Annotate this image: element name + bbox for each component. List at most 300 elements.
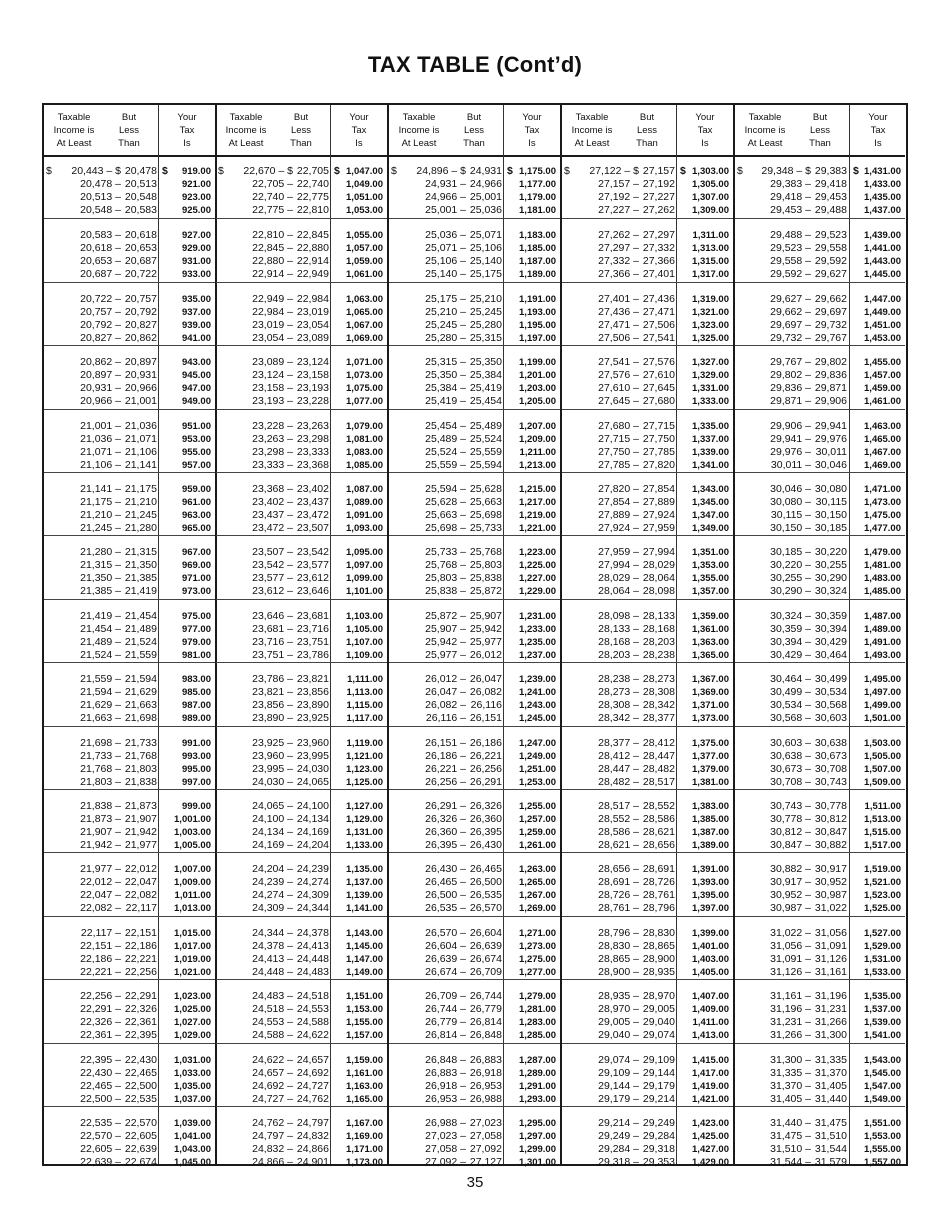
table-row — [735, 178, 905, 191]
tax-amount: 1,175.00 — [519, 166, 556, 177]
tax-amount: 1,053.00 — [346, 205, 383, 216]
but-less-than: 27,366 — [642, 255, 675, 268]
table-row — [44, 1093, 215, 1106]
but-less-than: 23,995 — [296, 749, 329, 762]
tax-amount: 1,327.00 — [692, 357, 729, 369]
table-row — [216, 459, 387, 472]
table-row — [735, 572, 905, 585]
tax-amount: 1,091.00 — [346, 510, 383, 521]
table-row — [562, 1093, 733, 1106]
income-at-least: 26,186 – — [425, 749, 466, 762]
tax-amount: 1,081.00 — [346, 433, 383, 445]
income-at-least: 23,298 – — [252, 445, 293, 458]
table-row — [389, 876, 560, 889]
table-row — [216, 319, 387, 332]
table-row — [389, 255, 560, 268]
income-at-least: 21,036 – — [80, 432, 121, 445]
but-less-than: 22,221 — [124, 952, 157, 965]
but-less-than: 24,448 — [296, 952, 329, 965]
table-row — [735, 459, 905, 472]
table-row — [562, 966, 733, 979]
income-at-least: 27,506 – — [598, 331, 639, 344]
tax-amount: 1,309.00 — [692, 205, 729, 216]
income-at-least: 24,169 – — [252, 839, 293, 851]
tax-amount: 987.00 — [181, 700, 211, 712]
table-row — [735, 990, 905, 1003]
tax-amount: 1,285.00 — [519, 1030, 556, 1042]
tax-amount: 1,557.00 — [864, 1157, 901, 1168]
tax-amount: 1,483.00 — [864, 573, 901, 585]
but-less-than: 29,040 — [642, 1016, 675, 1029]
bracket-group — [389, 1106, 560, 1175]
tax-amount: 1,025.00 — [174, 1004, 211, 1016]
income-at-least: 23,995 – — [252, 762, 293, 775]
tax-amount: 1,181.00 — [519, 205, 556, 216]
table-row — [735, 686, 905, 699]
tax-amount: 1,293.00 — [519, 1093, 556, 1105]
income-at-least: 21,629 – — [80, 699, 121, 712]
but-less-than: 22,810 — [296, 204, 329, 216]
income-at-least: 31,091 – — [770, 952, 811, 965]
table-row — [562, 839, 733, 852]
table-row — [216, 902, 387, 915]
but-less-than: 25,350 — [469, 356, 502, 369]
but-less-than: 24,483 — [296, 965, 329, 978]
tax-amount: 991.00 — [181, 737, 211, 749]
table-row — [562, 572, 733, 585]
column-header — [562, 105, 733, 157]
tax-amount: 1,363.00 — [692, 636, 729, 648]
tax-amount: 1,011.00 — [174, 890, 211, 902]
table-row — [44, 459, 215, 472]
table-row — [562, 382, 733, 395]
table-row — [216, 522, 387, 535]
but-less-than: 25,036 — [469, 204, 502, 216]
table-row — [389, 1093, 560, 1106]
but-less-than: 25,803 — [469, 559, 502, 572]
tax-amount: 1,201.00 — [519, 370, 556, 382]
tax-amount: 1,399.00 — [692, 927, 729, 939]
income-at-least: 24,762 – — [252, 1117, 293, 1129]
tax-amount: 1,297.00 — [519, 1131, 556, 1142]
income-at-least: 27,785 – — [598, 458, 639, 471]
tax-amount: 1,395.00 — [692, 890, 729, 902]
income-at-least: 24,896 – $ — [416, 165, 466, 177]
income-at-least: 23,054 – — [252, 331, 293, 344]
but-less-than: 22,361 — [124, 1016, 157, 1029]
but-less-than: 20,862 — [124, 331, 157, 344]
but-less-than: 21,559 — [124, 648, 157, 661]
but-less-than: 28,064 — [642, 572, 675, 585]
tax-amount: 1,167.00 — [346, 1118, 383, 1129]
table-row — [735, 204, 905, 217]
bracket-group — [562, 1043, 733, 1112]
income-at-least: 21,733 – — [80, 749, 121, 762]
but-less-than: 30,534 — [814, 686, 847, 699]
income-at-least: 28,865 – — [598, 952, 639, 965]
income-at-least: 24,378 – — [252, 939, 293, 952]
but-less-than: 21,803 — [124, 762, 157, 775]
but-less-than: 23,193 — [296, 382, 329, 395]
tax-amount: 1,171.00 — [346, 1144, 383, 1155]
bracket-group — [216, 916, 387, 985]
but-less-than: 22,326 — [124, 1003, 157, 1016]
table-row — [389, 356, 560, 369]
but-less-than: 23,925 — [296, 712, 329, 725]
income-at-least: 21,698 – — [80, 736, 121, 749]
table-row — [562, 1003, 733, 1016]
but-less-than: 30,394 — [814, 622, 847, 635]
bracket-group — [216, 218, 387, 287]
table-row — [44, 1156, 215, 1169]
tax-amount: 1,075.00 — [346, 383, 383, 395]
but-less-than: 25,071 — [469, 229, 502, 242]
table-row — [562, 395, 733, 408]
tax-amount: 1,159.00 — [346, 1054, 383, 1066]
income-at-least: 23,193 – — [252, 395, 293, 408]
income-at-least: 30,568 – — [770, 712, 811, 725]
table-row — [389, 1003, 560, 1016]
table-row — [44, 1054, 215, 1067]
table-row — [735, 496, 905, 509]
but-less-than: 28,377 — [642, 712, 675, 725]
tax-amount: 1,409.00 — [692, 1004, 729, 1016]
but-less-than: 22,570 — [124, 1117, 157, 1129]
table-row — [216, 546, 387, 559]
income-at-least: 23,612 – — [252, 585, 293, 598]
table-row — [735, 940, 905, 953]
but-less-than: 23,890 — [296, 699, 329, 712]
table-row — [216, 1156, 387, 1169]
but-less-than: 21,768 — [124, 749, 157, 762]
tax-amount: 1,375.00 — [692, 737, 729, 749]
table-row — [389, 165, 560, 178]
tax-amount: 1,339.00 — [692, 446, 729, 458]
tax-amount: 1,161.00 — [346, 1067, 383, 1079]
income-at-least: 27,645 – — [598, 395, 639, 408]
tax-amount: 1,195.00 — [519, 319, 556, 331]
income-at-least: 27,297 – — [598, 242, 639, 255]
table-row — [562, 863, 733, 876]
header-income-at-least: Taxable Income is At Least — [225, 112, 267, 149]
but-less-than: 23,263 — [296, 419, 329, 432]
tax-amount: 1,033.00 — [174, 1067, 211, 1079]
but-less-than: 26,570 — [469, 902, 502, 915]
income-at-least: 25,977 – — [425, 648, 466, 661]
but-less-than: 24,239 — [296, 863, 329, 876]
but-less-than: 27,959 — [642, 522, 675, 534]
but-less-than: 28,168 — [642, 622, 675, 635]
but-less-than: 30,150 — [814, 509, 847, 521]
but-less-than: 25,733 — [469, 522, 502, 534]
table-row — [44, 763, 215, 776]
income-at-least: 25,907 – — [425, 622, 466, 635]
but-less-than: 23,577 — [296, 559, 329, 572]
tax-amount: 1,177.00 — [519, 179, 556, 190]
bracket-group — [735, 979, 905, 1048]
table-row — [735, 649, 905, 662]
table-row — [389, 332, 560, 345]
tax-amount: 959.00 — [181, 484, 211, 495]
tax-amount: 971.00 — [181, 573, 211, 585]
but-less-than: 23,681 — [296, 609, 329, 622]
table-row — [562, 1130, 733, 1143]
tax-amount: 919.00 — [181, 166, 211, 177]
header-your-tax-is: Your Tax Is — [868, 112, 888, 149]
income-at-least: 30,499 – — [770, 686, 811, 699]
but-less-than: 26,883 — [469, 1053, 502, 1066]
bracket-group — [735, 1106, 905, 1175]
income-at-least: 25,594 – — [425, 483, 466, 495]
tax-amount: 1,021.00 — [174, 966, 211, 978]
income-at-least: 28,447 – — [598, 762, 639, 775]
tax-amount: 1,257.00 — [519, 814, 556, 825]
but-less-than: 30,673 — [814, 749, 847, 762]
but-less-than: 27,541 — [642, 331, 675, 344]
tax-amount: 1,029.00 — [174, 1030, 211, 1042]
table-row — [389, 966, 560, 979]
income-at-least: 26,883 – — [425, 1066, 466, 1079]
table-row — [44, 686, 215, 699]
income-at-least: 27,366 – — [598, 268, 639, 281]
table-row — [735, 636, 905, 649]
tax-amount: 1,203.00 — [519, 383, 556, 395]
tax-amount: 979.00 — [181, 636, 211, 648]
table-row — [216, 1117, 387, 1130]
table-row — [562, 763, 733, 776]
but-less-than: 29,179 — [642, 1079, 675, 1092]
income-at-least: 27,058 – — [425, 1143, 466, 1155]
table-row — [44, 332, 215, 345]
income-at-least: 26,256 – — [425, 775, 466, 788]
bracket-group — [44, 662, 215, 731]
tax-amount: 1,241.00 — [519, 687, 556, 699]
header-income-at-least: Taxable Income is At Least — [744, 112, 786, 149]
bracket-group — [389, 345, 560, 414]
but-less-than: 23,228 — [296, 395, 329, 408]
income-at-least: 29,383 – — [770, 178, 811, 190]
tax-amount: 1,431.00 — [864, 166, 901, 177]
income-at-least: 20,827 – — [80, 331, 121, 344]
table-row — [389, 204, 560, 217]
but-less-than: 27,924 — [642, 509, 675, 521]
tax-amount: 1,481.00 — [864, 560, 901, 572]
tax-amount: 983.00 — [181, 674, 211, 686]
bracket-group — [735, 726, 905, 795]
table-row — [735, 1080, 905, 1093]
but-less-than: 30,429 — [814, 635, 847, 648]
income-at-least: 26,326 – — [425, 813, 466, 825]
income-at-least: 30,847 – — [770, 839, 811, 851]
dollar-sign: $ — [737, 165, 743, 177]
table-row — [389, 522, 560, 535]
but-less-than: 31,091 — [814, 939, 847, 952]
income-at-least: 29,558 – — [770, 255, 811, 268]
income-at-least: 31,440 – — [770, 1117, 811, 1129]
header-your-tax-is: Your Tax Is — [177, 112, 197, 149]
but-less-than: 26,151 — [469, 712, 502, 725]
table-row — [735, 268, 905, 281]
table-row — [735, 699, 905, 712]
but-less-than: 24,065 — [296, 775, 329, 788]
income-at-least: 25,315 – — [425, 356, 466, 369]
but-less-than: 29,558 — [814, 242, 847, 255]
but-less-than: 30,952 — [814, 876, 847, 889]
tax-amount: 1,097.00 — [346, 560, 383, 572]
tax-amount: 1,049.00 — [346, 179, 383, 190]
income-at-least: 30,429 – — [770, 648, 811, 661]
tax-amount: 1,173.00 — [346, 1157, 383, 1168]
income-at-least: 28,168 – — [598, 635, 639, 648]
income-at-least: 29,144 – — [598, 1079, 639, 1092]
income-at-least: 23,751 – — [252, 648, 293, 661]
tax-amount: 1,353.00 — [692, 560, 729, 572]
but-less-than: 29,627 — [814, 268, 847, 281]
but-less-than: 24,966 — [469, 178, 502, 190]
bracket-group — [735, 409, 905, 478]
table-row — [44, 750, 215, 763]
header-but-less-than: But Less Than — [809, 112, 831, 149]
but-less-than: 27,023 — [469, 1117, 502, 1129]
tax-amount: 1,421.00 — [692, 1093, 729, 1105]
tax-amount: 1,235.00 — [519, 636, 556, 648]
but-less-than: 26,012 — [469, 648, 502, 661]
but-less-than: 28,865 — [642, 939, 675, 952]
tax-amount: 1,385.00 — [692, 814, 729, 825]
income-at-least: 24,274 – — [252, 889, 293, 902]
tax-amount: 1,467.00 — [864, 446, 901, 458]
table-row — [562, 649, 733, 662]
tax-amount: 1,233.00 — [519, 623, 556, 635]
income-at-least: 27,889 – — [598, 509, 639, 521]
table-row — [216, 1080, 387, 1093]
table-row — [44, 496, 215, 509]
bracket-group — [44, 155, 215, 223]
bracket-group — [216, 662, 387, 731]
but-less-than: 30,220 — [814, 546, 847, 559]
income-at-least: 27,262 – — [598, 229, 639, 242]
income-at-least: 31,475 – — [770, 1130, 811, 1142]
but-less-than: 24,692 — [296, 1066, 329, 1079]
tax-amount: 997.00 — [181, 776, 211, 788]
but-less-than: 25,663 — [469, 496, 502, 508]
tax-amount: 953.00 — [181, 433, 211, 445]
income-at-least: 27,959 – — [598, 546, 639, 559]
table-row — [216, 699, 387, 712]
tax-amount: 1,261.00 — [519, 840, 556, 851]
income-at-least: 29,005 – — [598, 1016, 639, 1029]
but-less-than: 28,935 — [642, 965, 675, 978]
income-at-least: 27,227 – — [598, 204, 639, 216]
table-row — [216, 509, 387, 522]
but-less-than: 29,802 — [814, 356, 847, 369]
income-at-least: 30,290 – — [770, 585, 811, 598]
income-at-least: 20,931 – — [80, 382, 121, 395]
table-row — [216, 750, 387, 763]
income-at-least: 21,803 – — [80, 775, 121, 788]
but-less-than: 22,012 — [124, 863, 157, 876]
table-row — [44, 165, 215, 178]
income-at-least: 31,370 – — [770, 1079, 811, 1092]
but-less-than: 23,437 — [296, 496, 329, 508]
but-less-than: 20,618 — [124, 229, 157, 242]
but-less-than: 26,256 — [469, 762, 502, 775]
tax-amount: 1,539.00 — [864, 1017, 901, 1029]
but-less-than: 26,360 — [469, 813, 502, 825]
but-less-than: 27,401 — [642, 268, 675, 281]
table-row — [44, 522, 215, 535]
income-at-least: 28,517 – — [598, 800, 639, 812]
table-row — [216, 800, 387, 813]
but-less-than: 21,071 — [124, 432, 157, 445]
table-row — [389, 509, 560, 522]
table-row — [216, 332, 387, 345]
table-row — [389, 446, 560, 459]
tax-amount: 1,329.00 — [692, 370, 729, 382]
table-row — [735, 750, 905, 763]
tax-amount: 1,451.00 — [864, 319, 901, 331]
income-at-least: 26,988 – — [425, 1117, 466, 1129]
but-less-than: 21,663 — [124, 699, 157, 712]
income-at-least: 21,385 – — [80, 585, 121, 598]
income-at-least: 25,210 – — [425, 305, 466, 318]
income-at-least: 29,732 – — [770, 331, 811, 344]
table-row — [216, 369, 387, 382]
table-row — [389, 623, 560, 636]
table-row — [562, 737, 733, 750]
table-row — [216, 1067, 387, 1080]
bracket-group — [735, 789, 905, 858]
tax-amount: 1,275.00 — [519, 953, 556, 965]
tax-amount: 1,035.00 — [174, 1080, 211, 1092]
income-at-least: 24,483 – — [252, 990, 293, 1003]
tax-amount: 1,417.00 — [692, 1067, 729, 1079]
income-at-least: 23,507 – — [252, 546, 293, 559]
tax-amount: 1,311.00 — [692, 230, 729, 242]
tax-amount: 1,457.00 — [864, 370, 901, 382]
but-less-than: 22,775 — [296, 191, 329, 203]
tax-amount: 1,067.00 — [346, 319, 383, 331]
tax-amount: 1,377.00 — [692, 750, 729, 762]
income-at-least: 27,854 – — [598, 496, 639, 508]
but-less-than: 28,482 — [642, 762, 675, 775]
table-row — [562, 483, 733, 496]
but-less-than: 20,827 — [124, 318, 157, 331]
table-row — [735, 585, 905, 598]
table-row — [562, 293, 733, 306]
income-at-least: 27,192 – — [598, 191, 639, 203]
tax-amount: 1,077.00 — [346, 396, 383, 408]
tax-amount: 1,037.00 — [174, 1093, 211, 1105]
tax-amount: 1,533.00 — [864, 966, 901, 978]
table-row — [44, 319, 215, 332]
tax-amount: 1,475.00 — [864, 510, 901, 521]
but-less-than: 24,100 — [296, 800, 329, 812]
tax-amount: 1,121.00 — [346, 750, 383, 762]
tax-amount: 989.00 — [181, 713, 211, 725]
table-row — [389, 940, 560, 953]
bracket-group — [562, 535, 733, 604]
income-at-least: 27,157 – — [598, 178, 639, 190]
but-less-than: 28,238 — [642, 648, 675, 661]
bracket-group — [562, 345, 733, 414]
table-row — [389, 813, 560, 826]
income-at-least: 21,907 – — [80, 826, 121, 838]
header-income-at-least: Taxable Income is At Least — [53, 112, 95, 149]
but-less-than: 27,854 — [642, 483, 675, 495]
but-less-than: 30,011 — [815, 445, 847, 458]
income-at-least: 22,465 – — [80, 1079, 121, 1092]
